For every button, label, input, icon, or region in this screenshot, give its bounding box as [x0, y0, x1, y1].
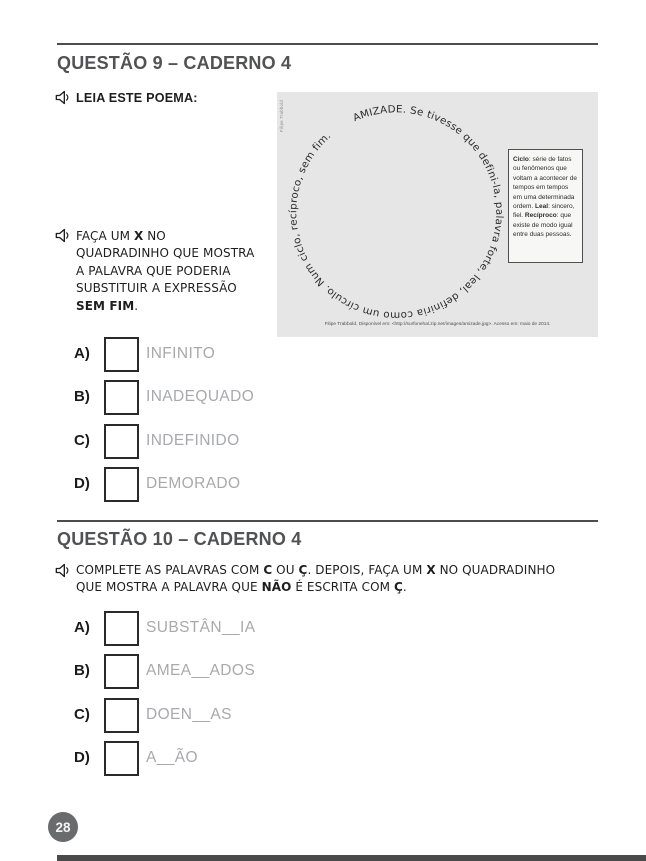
task-text-bold: X — [426, 563, 436, 577]
option-word: AMEA__ADOS — [146, 662, 256, 679]
option-row-d — [0, 741, 646, 778]
option-word: A__ÃO — [146, 749, 198, 766]
task-text-bold: C — [263, 563, 273, 577]
option-letter: D) — [74, 749, 90, 766]
option-letter: C) — [74, 706, 90, 723]
poem-circle-text: AMIZADE. Se tivesse que defini-la, palavra forte, leal, definiria como um círculo. Num ciclo, recíproco, sem fim. — [288, 104, 505, 321]
answer-checkbox-a[interactable] — [104, 337, 139, 372]
option-row-d — [0, 467, 646, 504]
task-text-bold: NÃO — [261, 580, 292, 595]
option-word: INDEFINIDO — [146, 432, 240, 449]
glossary-term: Recíproco — [524, 212, 557, 220]
glossary-def: : série de fatos ou fenômenos que voltam a acontecer de tempos em tempos em uma determinada ordem. — [513, 156, 577, 211]
section-divider — [57, 520, 598, 522]
option-row-b — [0, 380, 646, 417]
answer-checkbox-b[interactable] — [104, 380, 139, 415]
image-credit: Filipe Trabbold — [279, 100, 284, 132]
question10-task — [76, 562, 581, 597]
poem-citation: Filipe Trabbold. Disponível em: <http://surfonehal.zip.net/images/amizade.jpg>. Acesso em: maio de 2014. — [324, 322, 551, 327]
option-row-c — [0, 698, 646, 735]
glossary-def: : que existe de modo igual entre duas pessoas. — [513, 212, 573, 239]
option-letter: A) — [74, 345, 90, 362]
task-text: . — [402, 580, 407, 595]
speaker-icon — [55, 228, 71, 243]
poem-figure — [277, 92, 598, 337]
question9-task — [76, 228, 258, 315]
answer-checkbox-c[interactable] — [104, 424, 139, 459]
option-word: INADEQUADO — [146, 388, 255, 405]
option-row-a — [0, 611, 646, 648]
speaker-icon — [55, 90, 71, 105]
glossary-box — [508, 149, 583, 263]
option-row-b — [0, 654, 646, 691]
answer-checkbox-d[interactable] — [104, 741, 139, 776]
task-text-bold: Ç — [394, 580, 403, 595]
option-word: SUBSTÂN__IA — [146, 619, 256, 636]
question9-title: QUESTÃO 9 – CADERNO 4 — [57, 53, 292, 73]
page-number: 28 — [55, 819, 71, 835]
answer-checkbox-b[interactable] — [104, 654, 139, 689]
task-text: . DEPOIS, FAÇA UM — [307, 563, 427, 577]
option-letter: D) — [74, 475, 90, 492]
speaker-icon — [55, 563, 71, 578]
question10-title: QUESTÃO 10 – CADERNO 4 — [57, 529, 302, 549]
question9-lead: LEIA ESTE POEMA: — [76, 91, 198, 105]
option-row-c — [0, 424, 646, 461]
svg-text:AMIZADE. Se tivesse que defini — [287, 104, 504, 320]
answer-checkbox-a[interactable] — [104, 611, 139, 646]
option-word: DEMORADO — [146, 475, 241, 492]
task-text-bold: X — [133, 229, 144, 243]
glossary-term: Ciclo — [513, 156, 529, 163]
page-number-badge — [48, 812, 78, 842]
page-bottom-bar — [57, 855, 646, 861]
task-text: NO QUADRADINHO QUE MOSTRA A PALAVRA QUE — [76, 563, 556, 595]
option-letter: A) — [74, 619, 90, 636]
option-word: INFINITO — [146, 345, 216, 362]
option-letter: C) — [74, 432, 90, 449]
option-letter: B) — [74, 388, 90, 405]
task-text: COMPLETE AS PALAVRAS COM — [76, 563, 264, 577]
task-text: NO QUADRADINHO QUE MOSTRA A PALAVRA QUE PODERIA SUBSTITUIR A EXPRESSÃO — [76, 229, 255, 296]
answer-checkbox-d[interactable] — [104, 467, 139, 502]
task-text-bold: Ç — [298, 563, 308, 577]
option-word: DOEN__AS — [146, 706, 232, 723]
glossary-term: Leal — [535, 203, 549, 211]
option-letter: B) — [74, 662, 90, 679]
task-text: FAÇA UM — [76, 229, 134, 243]
section-divider — [57, 43, 598, 45]
option-row-a — [0, 337, 646, 374]
task-text-bold: SEM FIM — [76, 298, 135, 313]
answer-checkbox-c[interactable] — [104, 698, 139, 733]
task-text: . — [134, 298, 139, 313]
glossary-def: : sincero, fiel. — [513, 203, 575, 220]
task-text: É ESCRITA COM — [291, 580, 394, 595]
task-text: OU — [272, 563, 299, 577]
